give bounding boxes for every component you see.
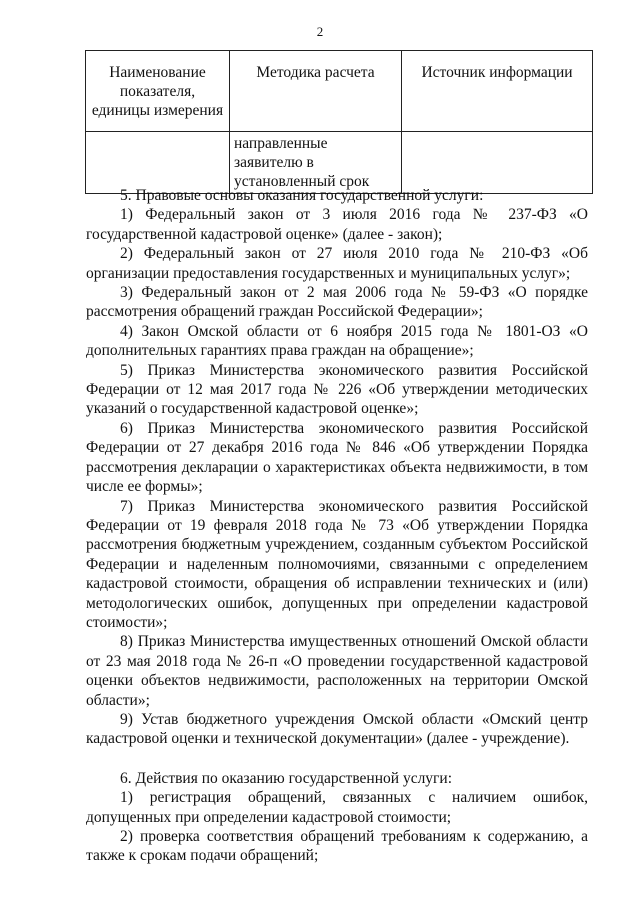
document-body (86, 186, 588, 866)
table-header-cell: Источник информации (402, 51, 593, 132)
table-row (86, 132, 593, 194)
list-item: 1) регистрация обращений, связанных с наличием ошибок, допущенных при определении кадастровой стоимости; (86, 789, 588, 826)
list-item: 4) Закон Омской области от 6 ноября 2015 года № 1801-ОЗ «О дополнительных гарантиях права граждан на обращение»; (86, 322, 588, 360)
table-cell: направленные заявителю в установленный срок (229, 132, 401, 194)
table-header-cell: Наименование показателя, единицы измерения (86, 51, 230, 132)
page-number: 2 (316, 24, 324, 39)
section-5-title: 5. Правовые основы оказания государственной услуги: (120, 187, 484, 204)
list-item: 8) Приказ Министерства имущественных отношений Омской области от 23 мая 2018 года № 26-п «О проведении государственной кадастровой оценки объектов недвижимости, расположенных на территории Омской области»; (86, 633, 588, 709)
list-item: 5) Приказ Министерства экономического развития Российской Федерации от 12 мая 2017 года № 226 «Об утверждении методических указаний о государственной кадастровой оценке»; (86, 361, 588, 418)
list-item: 9) Устав бюджетного учреждения Омской области «Омский центр кадастровой оценки и технической документации» (далее - учреждение). (86, 710, 588, 748)
list-item: 3) Федеральный закон от 2 мая 2006 года № 59-ФЗ «О порядке рассмотрения обращений граждан Российской Федерации»; (86, 284, 588, 321)
list-item: 7) Приказ Министерства экономического развития Российской Федерации от 19 февраля 2018 года № 73 «Об утверждении Порядка рассмотрения бюджетным учреждением, созданным субъектом Российской Федерации и наделенным полномочиями, связанными с определением кадастровой стоимости, обращения об исправлении технических и (или) методологических ошибок, допущенных при определении кадастровой стоимости»; (86, 497, 588, 631)
table-cell (86, 132, 230, 194)
list-item: 2) проверка соответствия обращений требованиям к содержанию, а также к срокам подачи обращений; (86, 828, 588, 865)
table-cell (402, 132, 593, 194)
section-spacer (86, 749, 588, 769)
table-header-cell: Методика расчета (229, 51, 401, 132)
list-item: 6) Приказ Министерства экономического развития Российской Федерации от 27 декабря 2016 года № 846 «Об утверждении Порядка рассмотрения декларации о характеристиках объекта недвижимости, в том числе ее формы»; (86, 419, 588, 496)
list-item: 1) Федеральный закон от 3 июля 2016 года № 237-ФЗ «О государственной кадастровой оценке» (далее - закон); (86, 206, 588, 243)
table-header-row (86, 51, 593, 132)
list-item: 2) Федеральный закон от 27 июля 2010 года № 210-ФЗ «Об организации предоставления государственных и муниципальных услуг»; (86, 245, 588, 282)
section-6-title: 6. Действия по оказанию государственной услуги: (120, 769, 453, 787)
info-table (85, 50, 593, 194)
